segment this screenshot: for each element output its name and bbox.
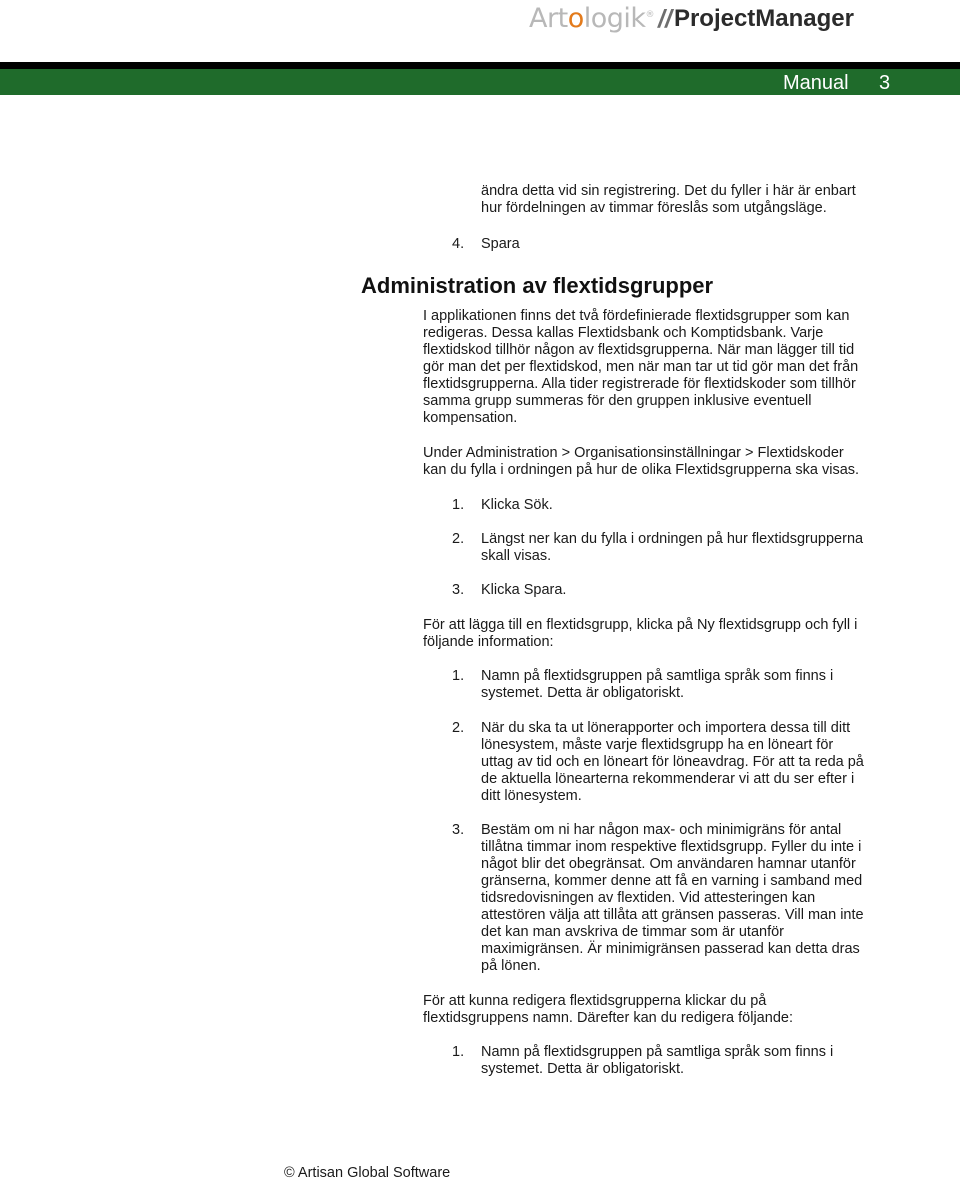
page-number: 3 (879, 72, 891, 94)
footer-copyright: © Artisan Global Software (284, 1165, 451, 1181)
step-4-text: Spara (481, 236, 520, 252)
step-4-number: 4. (452, 236, 465, 252)
intro-line-2: hur fördelningen av timmar föreslås som utgångsläge. (481, 200, 827, 216)
section-heading: Administration av flextidsgrupper (361, 273, 714, 298)
product-name: ProjectManager (673, 5, 854, 32)
logo-slashes: // (658, 5, 672, 33)
header-black-rule (0, 62, 960, 69)
product-logo (529, 0, 854, 34)
artologik-wordmark: Artologik® (529, 3, 655, 34)
intro-line-1: ändra detta vid sin registrering. Det du fyller i här är enbart (481, 183, 856, 199)
manual-label: Manual (783, 72, 849, 94)
